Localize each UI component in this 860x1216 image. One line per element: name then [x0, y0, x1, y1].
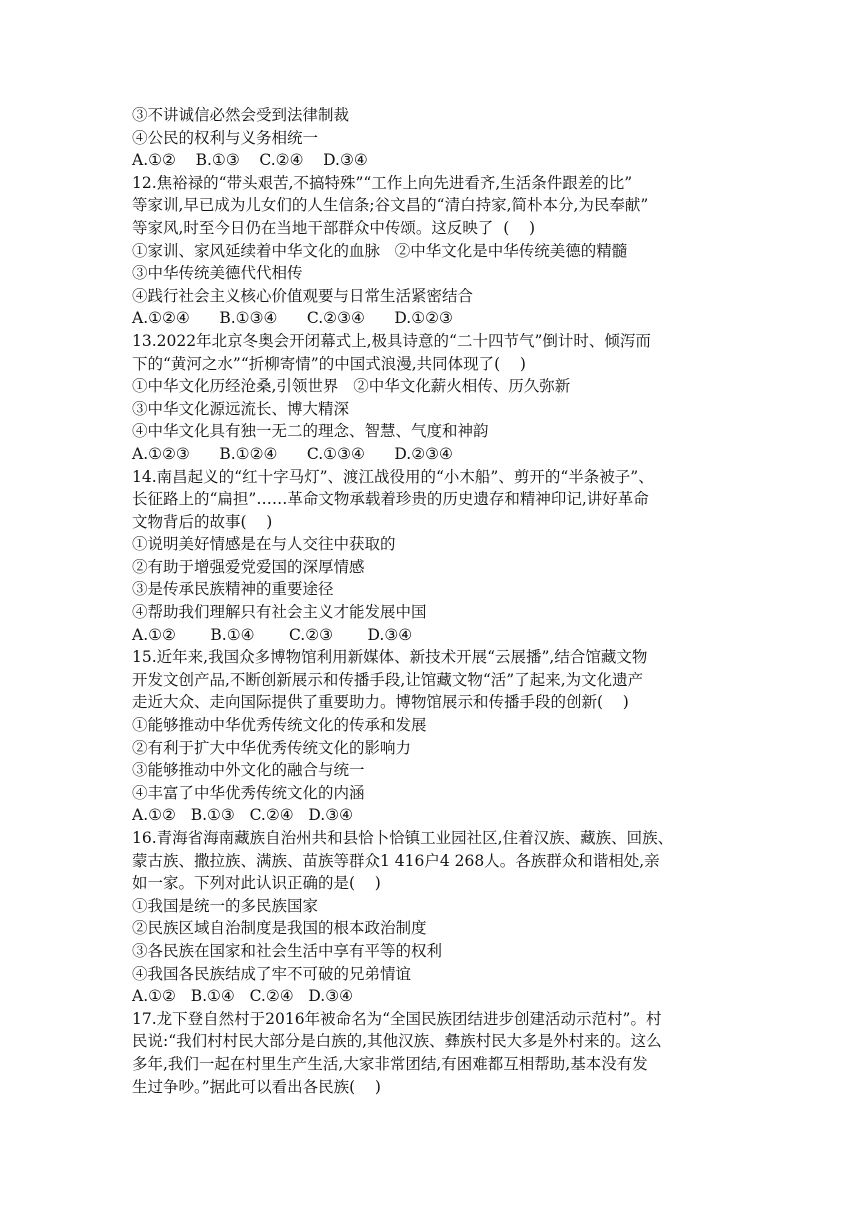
text-line: 开发文创产品,不断创新展示和传播手段,让馆藏文物“活”了起来,为文化遗产 [132, 670, 644, 689]
text-line: ②民族区域自治制度是我国的根本政治制度 [132, 919, 427, 938]
exam-page [132, 104, 732, 1098]
text-line: 如一家。下列对此认识正确的是( ) [132, 874, 381, 893]
text-line: ①我国是统一的多民族国家 [132, 896, 319, 915]
text-line: 民说:“我们村村民大部分是白族的,其他汉族、彝族村民大多是外村来的。这么 [132, 1032, 662, 1051]
answer-options: A.①② B.①④ C.②③ D.③④ [132, 625, 413, 644]
text-line: ③中华文化源远流长、博大精深 [132, 399, 350, 418]
answer-options: A.①②③ B.①②④ C.①③④ D.②③④ [132, 444, 453, 463]
question-17-stem: 17.龙下登自然村于2016年被命名为“全国民族团结进步创建活动示范村”。村 [132, 1009, 662, 1028]
text-line: ②有利于扩大中华优秀传统文化的影响力 [132, 738, 412, 757]
text-line: ①中华文化历经沧桑,引领世界 ②中华文化薪火相传、历久弥新 [132, 377, 571, 396]
question-14-stem: 14.南昌起义的“红十字马灯”、渡江战役用的“小木船”、剪开的“半条被子”、 [132, 467, 654, 486]
question-15-stem: 15.近年来,我国众多博物馆利用新媒体、新技术开展“云展播”,结合馆藏文物 [132, 648, 648, 667]
text-line: 多年,我们一起在村里生产生活,大家非常团结,有困难都互相帮助,基本没有发 [132, 1054, 648, 1073]
text-line: 走近大众、走向国际提供了重要助力。博物馆展示和传播手段的创新( ) [132, 693, 629, 712]
text-line: ④公民的权利与义务相统一 [132, 128, 319, 147]
text-line: ②有助于增强爱党爱国的深厚情感 [132, 557, 365, 576]
text-line: 等家训,早已成为儿女们的人生信条;谷文昌的“清白持家,简朴本分,为民奉献” [132, 196, 649, 215]
question-16-stem: 16.青海省海南藏族自治州共和县恰卜恰镇工业园社区,住着汉族、藏族、回族、 [132, 829, 674, 847]
text-line: ①家训、家风延续着中华文化的血脉 ②中华文化是中华传统美德的精髓 [132, 241, 628, 260]
text-line: ③是传承民族精神的重要途径 [132, 580, 334, 599]
text-line: 等家风,时至今日仍在当地干部群众中传颂。这反映了 ( ) [132, 218, 536, 237]
text-line: ①说明美好情感是在与人交往中获取的 [132, 535, 396, 554]
text-line: ③中华传统美德代代相传 [132, 264, 303, 283]
question-12-stem: 12.焦裕禄的“带头艰苦,不搞特殊”“工作上向先进看齐,生活条件跟差的比” [132, 173, 633, 192]
text-line: 生过争吵。”据此可以看出各民族( ) [132, 1077, 381, 1096]
text-line: ④践行社会主义核心价值观要与日常生活紧密结合 [132, 286, 474, 305]
answer-options: A.①②④ B.①③④ C.②③④ D.①②③ [132, 309, 453, 328]
text-line: ③各民族在国家和社会生活中享有平等的权利 [132, 941, 443, 960]
text-line: 蒙古族、撒拉族、满族、苗族等群众1 416户4 268人。各族群众和谐相处,亲 [132, 851, 660, 870]
text-line: ③不讲诚信必然会受到法律制裁 [132, 106, 350, 124]
text-line: ④我国各民族结成了牢不可破的兄弟情谊 [132, 964, 412, 983]
text-line: ③能够推动中外文化的融合与统一 [132, 761, 365, 780]
question-13-stem: 13.2022年北京冬奥会开闭幕式上,极具诗意的“二十四节气”倒计时、倾泻而 [132, 331, 651, 350]
text-line: ④丰富了中华优秀传统文化的内涵 [132, 783, 365, 802]
text-line: ④帮助我们理解只有社会主义才能发展中国 [132, 603, 427, 622]
text-line: ④中华文化具有独一无二的理念、智慧、气度和神韵 [132, 422, 489, 441]
text-line: ①能够推动中华优秀传统文化的传承和发展 [132, 716, 427, 735]
answer-options: A.①② B.①③ C.②④ D.③④ [132, 806, 353, 825]
answer-options: A.①② B.①④ C.②④ D.③④ [132, 987, 353, 1006]
text-line: 长征路上的“扁担”……革命文物承载着珍贵的历史遗存和精神印记,讲好革命 [132, 490, 649, 509]
text-line: 文物背后的故事( ) [132, 512, 273, 531]
text-line: 下的“黄河之水”“折柳寄情”的中国式浪漫,共同体现了( ) [132, 354, 526, 373]
answer-options: A.①② B.①③ C.②④ D.③④ [132, 151, 368, 170]
